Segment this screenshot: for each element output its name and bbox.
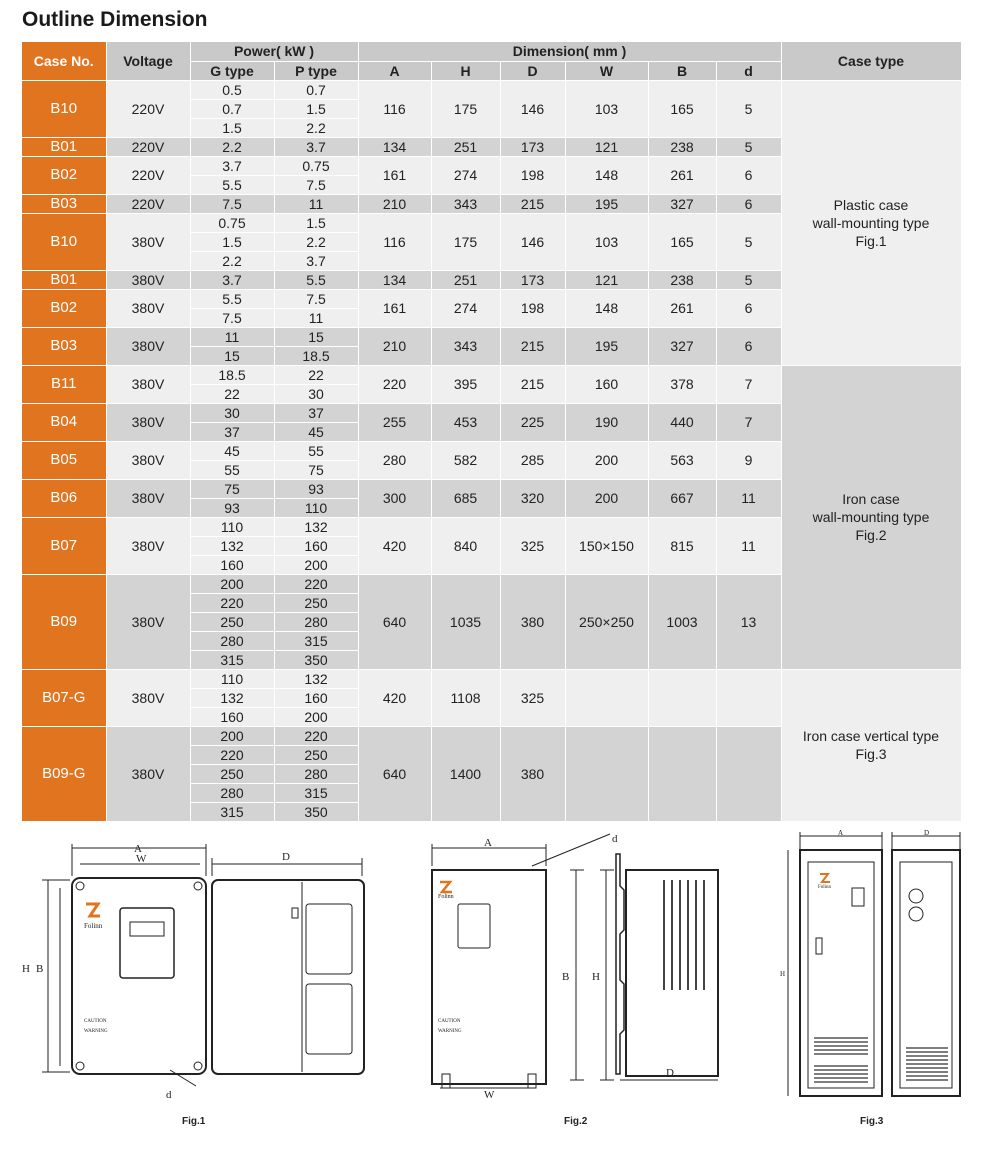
g-type-cell: 7.5 [190, 308, 274, 327]
dim-D-cell: 198 [500, 289, 565, 327]
g-type-cell: 1.5 [190, 118, 274, 137]
dim-d-cell: 6 [716, 194, 781, 213]
p-type-cell: 55 [274, 441, 358, 460]
g-type-cell: 2.2 [190, 251, 274, 270]
table-row [22, 669, 961, 688]
dim-D-cell: 198 [500, 156, 565, 194]
outline-dimension-table [22, 42, 962, 822]
dim-d-cell: 11 [716, 479, 781, 517]
voltage-cell: 380V [106, 365, 190, 403]
dim-W-cell: 160 [565, 365, 648, 403]
g-type-cell: 280 [190, 783, 274, 802]
p-type-cell: 250 [274, 593, 358, 612]
dim-W-cell: 148 [565, 156, 648, 194]
p-type-cell: 250 [274, 745, 358, 764]
dim-B-cell: 815 [648, 517, 716, 574]
dim-W-cell: 200 [565, 441, 648, 479]
fig2-dim-B: B [562, 971, 570, 983]
g-type-cell: 200 [190, 726, 274, 745]
voltage-cell: 380V [106, 517, 190, 574]
dim-B-cell: 238 [648, 270, 716, 289]
fig2-brand: Folinn [438, 894, 454, 900]
fig1-drawing [20, 836, 380, 1106]
g-type-cell: 45 [190, 441, 274, 460]
case-no-cell: B05 [22, 441, 106, 479]
fig1-dim-H: H [22, 963, 30, 975]
p-type-cell: 1.5 [274, 213, 358, 232]
dim-d-cell [716, 669, 781, 726]
table-row [22, 80, 961, 99]
fig2-dim-H: H [592, 971, 600, 983]
dim-D-cell: 320 [500, 479, 565, 517]
voltage-cell: 380V [106, 403, 190, 441]
dim-A-cell: 255 [358, 403, 431, 441]
fig1-dim-d: d [166, 1089, 172, 1101]
dim-A-cell: 210 [358, 194, 431, 213]
dim-d-cell: 7 [716, 403, 781, 441]
fig1-dim-W: W [136, 853, 147, 865]
fig1-caution: CAUTION [84, 1019, 107, 1024]
p-type-cell: 3.7 [274, 137, 358, 156]
g-type-cell: 200 [190, 574, 274, 593]
g-type-cell: 2.2 [190, 137, 274, 156]
dim-W-cell: 121 [565, 137, 648, 156]
p-type-cell: 7.5 [274, 175, 358, 194]
dim-W-cell: 103 [565, 213, 648, 270]
p-type-cell: 315 [274, 783, 358, 802]
g-type-cell: 280 [190, 631, 274, 650]
g-type-cell: 93 [190, 498, 274, 517]
dim-d-cell [716, 726, 781, 821]
case-no-cell: B07 [22, 517, 106, 574]
dim-H-cell: 395 [431, 365, 500, 403]
dim-B-cell: 165 [648, 80, 716, 137]
fig2-warning: WARNING [438, 1029, 462, 1034]
fig2-label: Fig.2 [564, 1116, 588, 1127]
voltage-cell: 380V [106, 479, 190, 517]
g-type-cell: 30 [190, 403, 274, 422]
dim-H-cell: 274 [431, 289, 500, 327]
g-type-cell: 0.7 [190, 99, 274, 118]
fig2-drawing [420, 830, 730, 1102]
p-type-cell: 22 [274, 365, 358, 384]
dim-B-cell: 327 [648, 327, 716, 365]
header-case-type: Case type [781, 42, 961, 80]
g-type-cell: 250 [190, 612, 274, 631]
p-type-cell: 200 [274, 707, 358, 726]
case-no-cell: B04 [22, 403, 106, 441]
p-type-cell: 30 [274, 384, 358, 403]
g-type-cell: 55 [190, 460, 274, 479]
dim-W-cell: 121 [565, 270, 648, 289]
case-type-line: Fig.1 [855, 232, 887, 249]
p-type-cell: 1.5 [274, 99, 358, 118]
p-type-cell: 75 [274, 460, 358, 479]
g-type-cell: 250 [190, 764, 274, 783]
header-B: B [648, 61, 716, 80]
dim-B-cell: 667 [648, 479, 716, 517]
g-type-cell: 75 [190, 479, 274, 498]
header-voltage: Voltage [106, 42, 190, 80]
case-no-cell: B01 [22, 137, 106, 156]
p-type-cell: 280 [274, 764, 358, 783]
case-no-cell: B09 [22, 574, 106, 669]
fig1-warning: WARNING [84, 1029, 108, 1034]
p-type-cell: 220 [274, 726, 358, 745]
dim-B-cell: 261 [648, 156, 716, 194]
case-no-cell: B09-G [22, 726, 106, 821]
case-type-line: Fig.2 [855, 527, 887, 543]
g-type-cell: 5.5 [190, 175, 274, 194]
case-no-cell: B10 [22, 80, 106, 137]
p-type-cell: 350 [274, 802, 358, 821]
dim-A-cell: 134 [358, 270, 431, 289]
p-type-cell: 110 [274, 498, 358, 517]
voltage-cell: 380V [106, 669, 190, 726]
dim-W-cell: 195 [565, 194, 648, 213]
fig3-brand: Folinn [818, 885, 832, 890]
g-type-cell: 5.5 [190, 289, 274, 308]
dim-A-cell: 116 [358, 80, 431, 137]
voltage-cell: 380V [106, 213, 190, 270]
case-no-cell: B02 [22, 289, 106, 327]
case-type-line: Plastic case [833, 196, 909, 213]
p-type-cell: 93 [274, 479, 358, 498]
dim-H-cell: 1108 [431, 669, 500, 726]
p-type-cell: 160 [274, 536, 358, 555]
case-type-cell [781, 365, 961, 669]
g-type-cell: 110 [190, 517, 274, 536]
dim-D-cell: 380 [500, 726, 565, 821]
fig1-logo-icon [86, 904, 100, 916]
p-type-cell: 350 [274, 650, 358, 669]
g-type-cell: 15 [190, 346, 274, 365]
g-type-cell: 0.75 [190, 213, 274, 232]
fig2-dim-d: d [612, 833, 618, 845]
dim-d-cell: 5 [716, 80, 781, 137]
table-row [22, 365, 961, 384]
dim-D-cell: 325 [500, 669, 565, 726]
dim-H-cell: 453 [431, 403, 500, 441]
dim-B-cell: 165 [648, 213, 716, 270]
g-type-cell: 160 [190, 555, 274, 574]
case-type-line: wall-mounting type [812, 509, 930, 525]
dim-d-cell: 5 [716, 270, 781, 289]
case-type-cell [781, 669, 961, 821]
g-type-cell: 3.7 [190, 156, 274, 175]
page-title: Outline Dimension [22, 8, 208, 31]
header-p-type: P type [274, 61, 358, 80]
dim-A-cell: 210 [358, 327, 431, 365]
case-type-line: wall-mounting type [812, 214, 930, 231]
dim-A-cell: 116 [358, 213, 431, 270]
fig3-logo-icon [820, 874, 830, 882]
dim-H-cell: 840 [431, 517, 500, 574]
dim-A-cell: 220 [358, 365, 431, 403]
dim-H-cell: 1400 [431, 726, 500, 821]
g-type-cell: 110 [190, 669, 274, 688]
dim-D-cell: 215 [500, 194, 565, 213]
p-type-cell: 220 [274, 574, 358, 593]
case-no-cell: B06 [22, 479, 106, 517]
dim-W-cell: 250×250 [565, 574, 648, 669]
dim-A-cell: 640 [358, 726, 431, 821]
dim-d-cell: 7 [716, 365, 781, 403]
dim-D-cell: 380 [500, 574, 565, 669]
voltage-cell: 380V [106, 574, 190, 669]
p-type-cell: 315 [274, 631, 358, 650]
fig1-dim-A: A [134, 843, 142, 855]
dim-H-cell: 175 [431, 80, 500, 137]
dim-A-cell: 161 [358, 156, 431, 194]
dim-d-cell: 9 [716, 441, 781, 479]
case-type-line: Fig.3 [855, 746, 887, 762]
case-no-cell: B07-G [22, 669, 106, 726]
fig3-dim-H: H [780, 970, 786, 978]
dim-B-cell: 440 [648, 403, 716, 441]
dim-B-cell: 238 [648, 137, 716, 156]
p-type-cell: 2.2 [274, 232, 358, 251]
header-power: Power( kW ) [190, 42, 358, 61]
fig3-label: Fig.3 [860, 1116, 884, 1127]
g-type-cell: 18.5 [190, 365, 274, 384]
fig2-caution: CAUTION [438, 1019, 461, 1024]
dim-A-cell: 420 [358, 669, 431, 726]
dim-A-cell: 280 [358, 441, 431, 479]
dim-B-cell [648, 669, 716, 726]
dim-d-cell: 6 [716, 156, 781, 194]
dim-W-cell: 148 [565, 289, 648, 327]
p-type-cell: 18.5 [274, 346, 358, 365]
fig2-dim-D: D [666, 1067, 674, 1079]
dim-H-cell: 251 [431, 137, 500, 156]
case-type-cell [781, 80, 961, 365]
case-no-cell: B10 [22, 213, 106, 270]
p-type-cell: 5.5 [274, 270, 358, 289]
fig1-label: Fig.1 [182, 1116, 206, 1127]
case-no-cell: B03 [22, 327, 106, 365]
p-type-cell: 15 [274, 327, 358, 346]
dim-A-cell: 640 [358, 574, 431, 669]
case-type-line: Iron case [842, 491, 900, 507]
dim-W-cell [565, 669, 648, 726]
dim-W-cell: 190 [565, 403, 648, 441]
dim-D-cell: 225 [500, 403, 565, 441]
dim-H-cell: 274 [431, 156, 500, 194]
fig1-dim-B: B [36, 963, 44, 975]
g-type-cell: 220 [190, 593, 274, 612]
voltage-cell: 220V [106, 194, 190, 213]
g-type-cell: 22 [190, 384, 274, 403]
dim-D-cell: 146 [500, 213, 565, 270]
dim-D-cell: 215 [500, 327, 565, 365]
dim-A-cell: 300 [358, 479, 431, 517]
case-no-cell: B01 [22, 270, 106, 289]
voltage-cell: 220V [106, 137, 190, 156]
fig1-brand: Folinn [84, 922, 103, 930]
fig3-dim-A: A [838, 829, 844, 837]
dim-A-cell: 134 [358, 137, 431, 156]
dim-H-cell: 251 [431, 270, 500, 289]
dim-B-cell: 378 [648, 365, 716, 403]
fig1-dim-D: D [282, 851, 290, 863]
header-A: A [358, 61, 431, 80]
dim-D-cell: 173 [500, 137, 565, 156]
case-no-cell: B03 [22, 194, 106, 213]
dim-d-cell: 11 [716, 517, 781, 574]
dim-B-cell [648, 726, 716, 821]
dim-d-cell: 5 [716, 137, 781, 156]
p-type-cell: 0.75 [274, 156, 358, 175]
dim-D-cell: 285 [500, 441, 565, 479]
fig2-dim-W: W [484, 1089, 495, 1101]
p-type-cell: 7.5 [274, 289, 358, 308]
p-type-cell: 3.7 [274, 251, 358, 270]
fig3-drawing [778, 826, 968, 1102]
dim-A-cell: 420 [358, 517, 431, 574]
header-g-type: G type [190, 61, 274, 80]
p-type-cell: 37 [274, 403, 358, 422]
g-type-cell: 3.7 [190, 270, 274, 289]
header-d: d [716, 61, 781, 80]
dim-B-cell: 1003 [648, 574, 716, 669]
p-type-cell: 132 [274, 669, 358, 688]
dim-H-cell: 175 [431, 213, 500, 270]
p-type-cell: 11 [274, 308, 358, 327]
dim-H-cell: 1035 [431, 574, 500, 669]
dim-W-cell [565, 726, 648, 821]
p-type-cell: 160 [274, 688, 358, 707]
header-W: W [565, 61, 648, 80]
voltage-cell: 380V [106, 289, 190, 327]
dim-H-cell: 343 [431, 327, 500, 365]
dim-D-cell: 173 [500, 270, 565, 289]
p-type-cell: 11 [274, 194, 358, 213]
g-type-cell: 132 [190, 536, 274, 555]
g-type-cell: 315 [190, 650, 274, 669]
dim-d-cell: 5 [716, 213, 781, 270]
g-type-cell: 11 [190, 327, 274, 346]
p-type-cell: 0.7 [274, 80, 358, 99]
header-H: H [431, 61, 500, 80]
dim-d-cell: 6 [716, 327, 781, 365]
header-dimension: Dimension( mm ) [358, 42, 781, 61]
dim-H-cell: 685 [431, 479, 500, 517]
voltage-cell: 380V [106, 327, 190, 365]
dim-B-cell: 327 [648, 194, 716, 213]
g-type-cell: 132 [190, 688, 274, 707]
fig2-dim-A: A [484, 837, 492, 849]
p-type-cell: 2.2 [274, 118, 358, 137]
g-type-cell: 7.5 [190, 194, 274, 213]
g-type-cell: 315 [190, 802, 274, 821]
g-type-cell: 0.5 [190, 80, 274, 99]
dim-d-cell: 6 [716, 289, 781, 327]
dim-B-cell: 261 [648, 289, 716, 327]
p-type-cell: 200 [274, 555, 358, 574]
g-type-cell: 220 [190, 745, 274, 764]
dim-d-cell: 13 [716, 574, 781, 669]
p-type-cell: 45 [274, 422, 358, 441]
voltage-cell: 220V [106, 80, 190, 137]
p-type-cell: 132 [274, 517, 358, 536]
dim-H-cell: 582 [431, 441, 500, 479]
case-type-line: Iron case vertical type [802, 728, 940, 744]
voltage-cell: 380V [106, 441, 190, 479]
dim-W-cell: 150×150 [565, 517, 648, 574]
g-type-cell: 37 [190, 422, 274, 441]
dim-H-cell: 343 [431, 194, 500, 213]
case-no-cell: B11 [22, 365, 106, 403]
dim-W-cell: 195 [565, 327, 648, 365]
g-type-cell: 160 [190, 707, 274, 726]
fig3-dim-D: D [924, 829, 930, 837]
dim-D-cell: 325 [500, 517, 565, 574]
fig2-logo-icon [440, 882, 452, 892]
dim-B-cell: 563 [648, 441, 716, 479]
case-no-cell: B02 [22, 156, 106, 194]
voltage-cell: 380V [106, 726, 190, 821]
dim-W-cell: 103 [565, 80, 648, 137]
voltage-cell: 380V [106, 270, 190, 289]
header-case-no: Case No. [22, 42, 106, 80]
dim-D-cell: 215 [500, 365, 565, 403]
voltage-cell: 220V [106, 156, 190, 194]
dim-D-cell: 146 [500, 80, 565, 137]
dim-A-cell: 161 [358, 289, 431, 327]
p-type-cell: 280 [274, 612, 358, 631]
header-D: D [500, 61, 565, 80]
g-type-cell: 1.5 [190, 232, 274, 251]
dim-W-cell: 200 [565, 479, 648, 517]
